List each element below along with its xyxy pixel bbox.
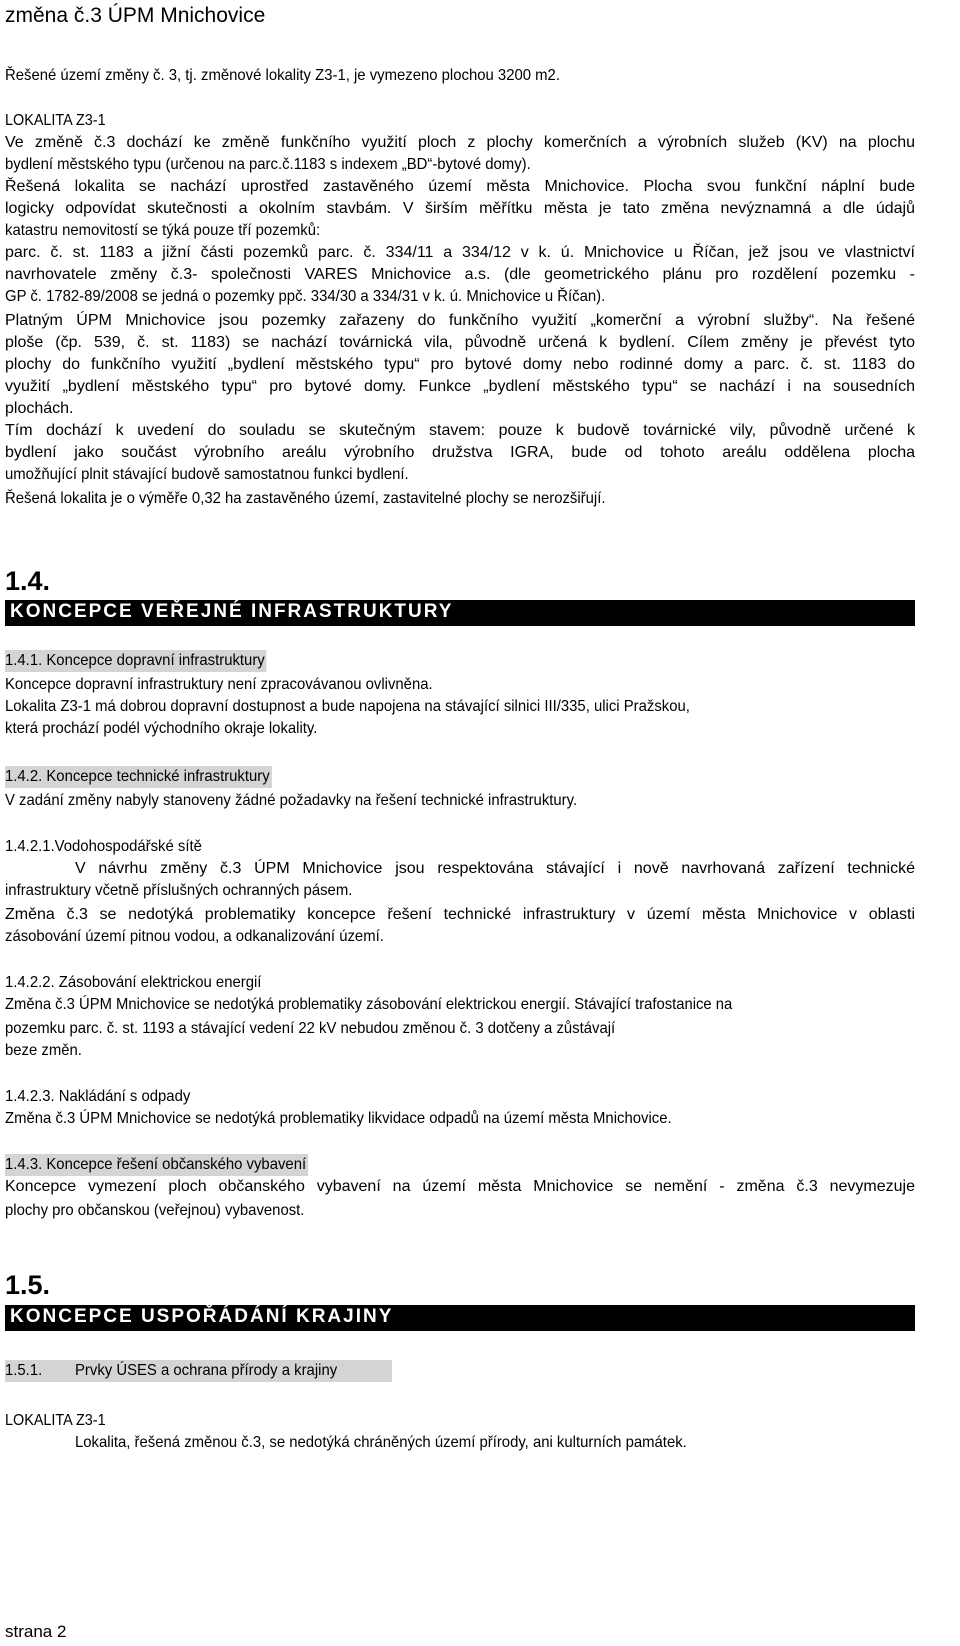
text-line: Lokalita Z3-1 má dobrou dopravní dostupnost a bude napojena na stávající silnici III/335, ulici Pražskou,	[5, 698, 690, 715]
text-line: Platným ÚPM Mnichovice jsou pozemky zařazeny do funkčního využití „komerční a výrobní služby“. Na řešené	[5, 312, 915, 329]
subsection-heading	[5, 1154, 331, 1176]
text-line: Změna č.3 ÚPM Mnichovice se nedotýká problematiky likvidace odpadů na území města Mnichovice.	[5, 1110, 672, 1127]
page-number-footer: strana 2	[5, 1622, 67, 1641]
text-line: Řešená lokalita se nachází uprostřed zastavěného území města Mnichovice. Plocha svou funkční náplní bude	[5, 178, 915, 195]
text-line: Tím dochází k uvedení do souladu se skutečným stavem: pouze k budově továrnické vily, původně určené k	[5, 422, 915, 439]
text-line: Řešená lokalita je o výměře 0,32 ha zastavěného území, zastavitelné plochy se nerozšiřují.	[5, 490, 606, 507]
section-heading-bar	[5, 600, 915, 626]
section-number: 1.4.	[5, 566, 51, 596]
text-line: Ve změně č.3 dochází ke změně funkčního využití ploch z plochy komerčních a výrobních služeb (KV) na plochu	[5, 134, 915, 151]
subsection-heading: 1.4.2.2. Zásobování elektrickou energií	[5, 974, 262, 991]
text-line: plochy do funkčního využití „bydlení městského typu“ pro bytové domy nebo rodinné domy a parc. č. st. 1183 do	[5, 356, 915, 373]
text-line: bydlení jako součást výrobního areálu výrobního družstva IGRA, bude od tohoto areálu oddělena plocha	[5, 444, 915, 461]
section-number: 1.5.	[5, 1270, 51, 1300]
subsection-heading	[5, 766, 292, 788]
subsection-number: 1.5.1.	[5, 1362, 43, 1379]
section-heading-bar	[5, 1305, 915, 1331]
text-line: Změna č.3 se nedotýká problematiky koncepce řešení technické infrastruktury v území města Mnichovice v oblasti	[5, 906, 915, 923]
text-line: Koncepce dopravní infrastruktury není zpracovávanou ovlivněna.	[5, 676, 433, 693]
text-line: V zadání změny nabyly stanoveny žádné požadavky na řešení technické infrastruktury.	[5, 792, 578, 809]
subsection-heading-text: 1.4.3. Koncepce řešení občanského vybavení	[5, 1154, 308, 1176]
subsection-heading	[5, 1360, 392, 1389]
text-line: plochy pro občanskou (veřejnou) vybavenost.	[5, 1202, 305, 1219]
text-line: logicky odpovídat skutečnosti a okolním stavbám. V širším měřítku města je tato změna nevýznamná a dle údajů	[5, 200, 915, 217]
section-title: KONCEPCE VEŘEJNÉ INFRASTRUKTURY	[10, 601, 454, 622]
text-line: beze změn.	[5, 1042, 82, 1059]
text-line: plochách.	[5, 400, 74, 417]
lokalita-heading: LOKALITA Z3-1	[5, 112, 106, 129]
subsection-heading-highlight	[5, 1360, 392, 1382]
subsection-title: Prvky ÚSES a ochrana přírody a krajiny	[75, 1362, 338, 1379]
subsection-heading-text: 1.4.2. Koncepce technické infrastruktury	[5, 766, 272, 788]
text-line: využití „bydlení městského typu“ pro bytové domy. Funkce „bydlení městského typu“ se nachází i na sousedních	[5, 378, 915, 395]
text-line: pozemku parc. č. st. 1193 a stávající vedení 22 kV nebudou změnou č. 3 dotčeny a zůstávají	[5, 1020, 616, 1037]
subsection-heading: 1.4.2.3. Nakládání s odpady	[5, 1088, 191, 1105]
text-line: GP č. 1782-89/2008 se jedná o pozemky ppč. 334/30 a 334/31 v k. ú. Mnichovice u Říčan).	[5, 288, 606, 305]
text-line: umožňující plnit stávající budově samostatnou funkci bydlení.	[5, 466, 409, 483]
section-title: KONCEPCE USPOŘÁDÁNÍ KRAJINY	[10, 1306, 394, 1327]
subsection-heading-text: 1.4.1. Koncepce dopravní infrastruktury	[5, 650, 267, 672]
text-line: Změna č.3 ÚPM Mnichovice se nedotýká problematiky zásobování elektrickou energií. Stávající trafostanice na	[5, 996, 733, 1013]
text-line: V návrhu změny č.3 ÚPM Mnichovice jsou respektována stávající i nově navrhovaná zařízení technické	[75, 860, 915, 877]
text-line: zásobování území pitnou vodou, a odkanalizování území.	[5, 928, 384, 945]
text-line: ploše (čp. 539, č. st. 1183) se nachází továrnická vila, původně určená k bydlení. Cílem změny je převést tyto	[5, 334, 915, 351]
text-line: infrastruktury včetně příslušných ochranných pásem.	[5, 882, 353, 899]
text-line: navrhovatele změny č.3- společnosti VARES Mnichovice a.s. (dle geometrického plánu pro rozdělení pozemku -	[5, 266, 915, 283]
subsection-heading	[5, 650, 286, 672]
text-line: katastru nemovitostí se týká pouze tří pozemků:	[5, 222, 321, 239]
intro-paragraph: Řešené území změny č. 3, tj. změnové lokality Z3-1, je vymezeno plochou 3200 m2.	[5, 67, 560, 84]
text-line: parc. č. st. 1183 a jižní části pozemků parc. č. 334/11 a 334/12 v k. ú. Mnichovice u Říčan, jež jsou ve vlastnictví	[5, 244, 915, 261]
text-line: která prochází podél východního okraje lokality.	[5, 720, 318, 737]
text-line: bydlení městského typu (určenou na parc.č.1183 s indexem „BD“-bytové domy).	[5, 156, 531, 173]
lokalita-heading: LOKALITA Z3-1	[5, 1412, 106, 1429]
document-title: změna č.3 ÚPM Mnichovice	[5, 4, 266, 27]
text-line: Lokalita, řešená změnou č.3, se nedotýká chráněných území přírody, ani kulturních památek.	[75, 1434, 687, 1451]
text-line: Koncepce vymezení ploch občanského vybavení na území města Mnichovice se nemění - změna č.3 nevymezuje	[5, 1178, 915, 1195]
subsection-heading: 1.4.2.1.Vodohospodářské sítě	[5, 838, 202, 855]
